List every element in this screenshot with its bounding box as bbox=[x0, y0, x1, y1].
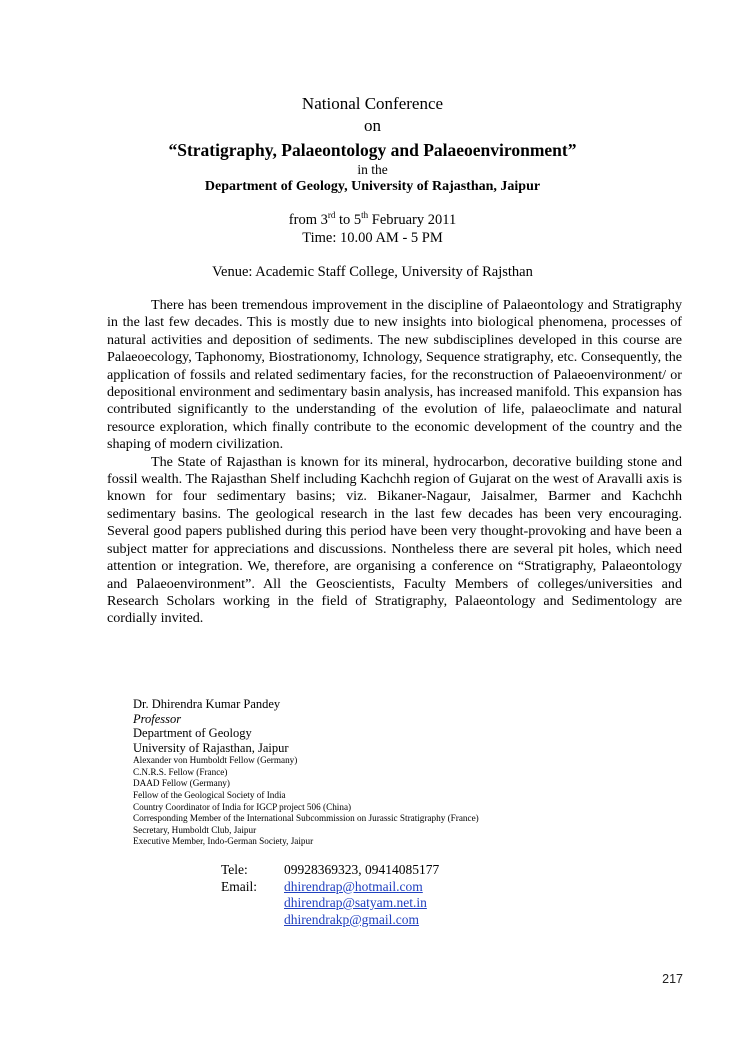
page-number: 217 bbox=[662, 972, 683, 986]
credential-line: Fellow of the Geological Society of India bbox=[133, 790, 286, 801]
credential-line: Corresponding Member of the International Subcommission on Jurassic Stratigraphy (France) bbox=[133, 813, 479, 824]
credential-line: Country Coordinator of India for IGCP project 506 (China) bbox=[133, 801, 352, 812]
signatory-role: Professor bbox=[133, 711, 182, 726]
tele-value: 09928369323, 09414085177 bbox=[284, 862, 440, 877]
conference-title: “Stratigraphy, Palaeontology and Palaeoenvironment” bbox=[168, 140, 577, 160]
tele-row bbox=[221, 862, 439, 879]
signature-block bbox=[133, 697, 479, 848]
conference-time: Time: 10.00 AM - 5 PM bbox=[302, 230, 443, 246]
credential-line: Alexander von Humboldt Fellow (Germany) bbox=[133, 755, 298, 766]
signatory-name: Dr. Dhirendra Kumar Pandey bbox=[133, 697, 281, 711]
email-link-satyam[interactable]: dhirendrap@satyam.net.in bbox=[284, 895, 427, 910]
heading-in-the: in the bbox=[357, 162, 388, 177]
signatory-university: University of Rajasthan, Jaipur bbox=[133, 740, 289, 755]
email-link-gmail[interactable]: dhirendrakp@gmail.com bbox=[284, 911, 420, 927]
heading-on: on bbox=[364, 116, 381, 135]
date-sup-first: rd bbox=[327, 210, 336, 221]
date-prefix: from 3 bbox=[288, 212, 328, 228]
date-sup-second: th bbox=[361, 210, 369, 221]
email-row bbox=[221, 895, 439, 912]
department-heading: Department of Geology, University of Rajasthan, Jaipur bbox=[204, 179, 541, 194]
credential-line: DAAD Fellow (Germany) bbox=[133, 778, 230, 789]
conference-heading: National Conference bbox=[301, 94, 444, 113]
date-suffix: February 2011 bbox=[368, 212, 457, 228]
signatory-department: Department of Geology bbox=[133, 726, 252, 741]
body-text bbox=[107, 297, 682, 628]
conference-venue: Venue: Academic Staff College, University of Rajsthan bbox=[212, 264, 533, 280]
email-label: Email: bbox=[221, 878, 257, 894]
tele-label: Tele: bbox=[221, 862, 248, 877]
credential-line: Executive Member, Indo-German Society, Jaipur bbox=[133, 836, 314, 847]
credential-line: Secretary, Humboldt Club, Jaipur bbox=[133, 824, 257, 835]
email-row bbox=[221, 879, 439, 896]
paragraph-1: There has been tremendous improvement in the discipline of Palaeontology and Stratigraphy in the last few decades. This is mostly due to new insights into biological phenomena, processes of natural activities and deposition of sediments. The new subdisciplines developed in this course are Palaeoecology, Taphonomy, Biostrationomy, Ichnology, Sequence stratigraphy, etc. Consequently, the application of fossils and related sedimentary facies, for the reconstruction of Palaeoenvironment/ or depositional environment and sedimentary basin analysis, has increased manifold. This expansion has contributed significantly to the understanding of the evolution of life, palaeoclimate and natural resource exploration, which finally contribute to the economic development of the country and the shaping of modern civilization. bbox=[107, 297, 682, 453]
email-row bbox=[221, 912, 439, 929]
paragraph-2: The State of Rajasthan is known for its mineral, hydrocarbon, decorative building stone and fossil wealth. The Rajasthan Shelf including Kachchh region of Gujarat on the west of Aravalli axis is known for four sedimentary basins; viz. Bikaner-Nagaur, Jaisalmer, Barmer and Kachchh sedimentary basins. The geological research in the last few decades has been very encouraging. Several good papers published during this period have been very thought-provoking and have been a subject matter for appreciations and discussions. Nontheless there are several pit holes, which need attention or integration. We, therefore, are organising a conference on “Stratigraphy, Palaeontology and Palaeoenvironment”. All the Geoscientists, Faculty Members of colleges/universities and Research Scholars working in the field of Stratigraphy, Palaeontology and Sedimentology are cordially invited. bbox=[107, 453, 682, 627]
date-mid: to 5 bbox=[335, 212, 362, 228]
contact-block bbox=[221, 862, 439, 928]
credential-line: C.N.R.S. Fellow (France) bbox=[133, 766, 228, 777]
email-link-hotmail[interactable]: dhirendrap@hotmail.com bbox=[284, 878, 423, 894]
conference-dates bbox=[0, 212, 745, 229]
